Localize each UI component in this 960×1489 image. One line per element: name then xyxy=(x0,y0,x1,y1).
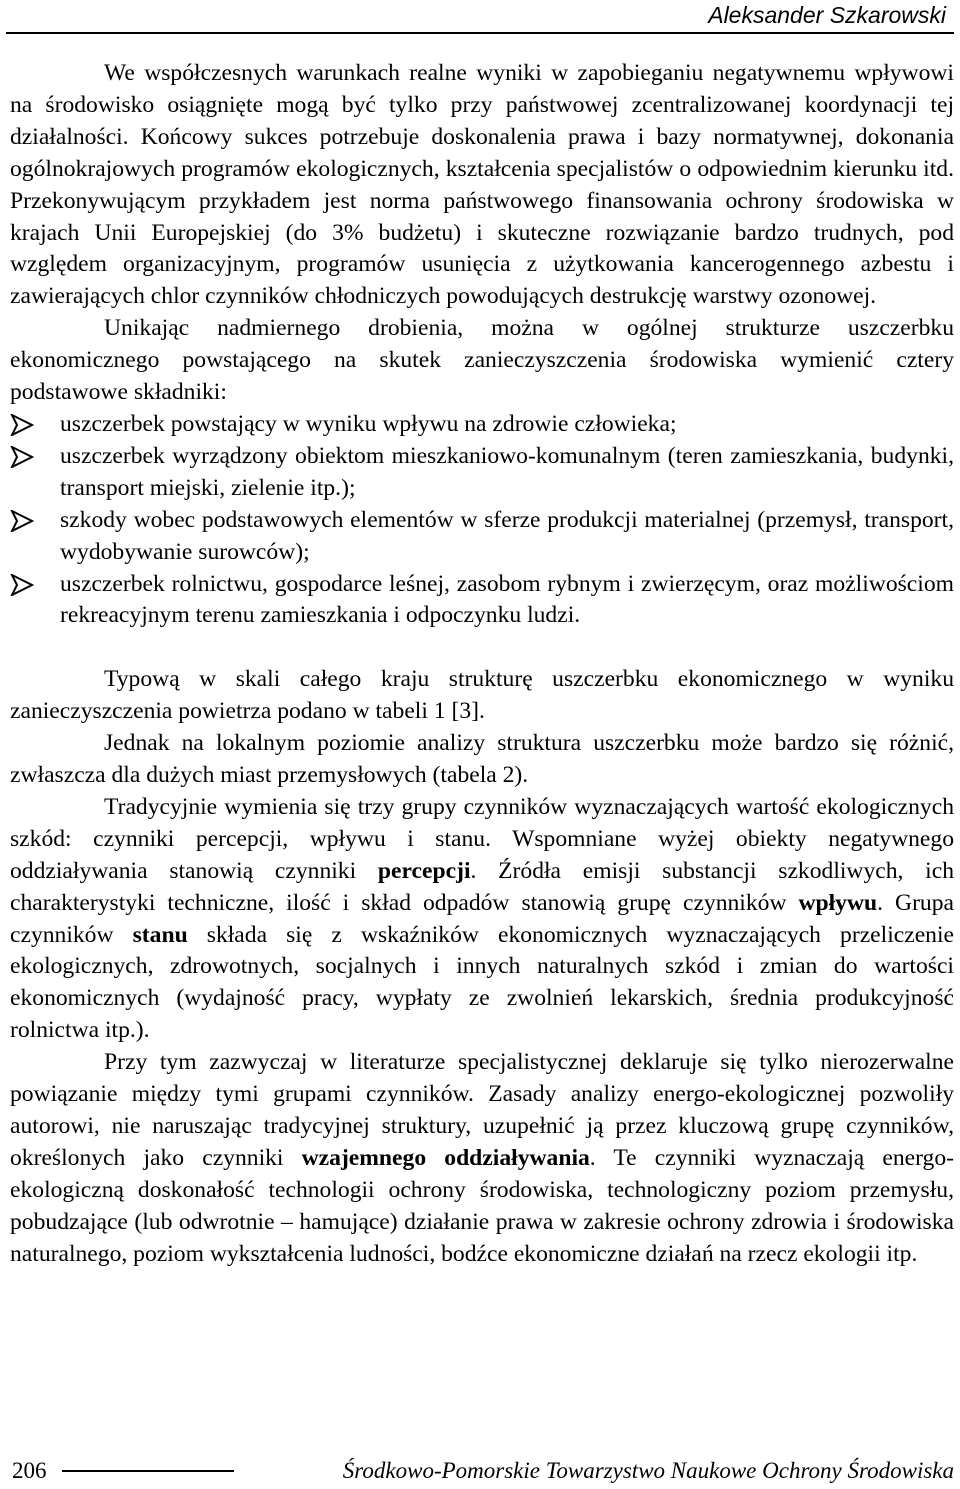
paragraph-5-text-2: . Źródła emisji substancji szkodliwych, ich charakterystyki techniczne, ilość i skład odpadów stanowią grupę czynników xyxy=(10,857,954,916)
arrowhead-bullet-icon xyxy=(10,510,34,532)
list-item xyxy=(10,441,954,505)
journal-name: Środkowo-Pomorskie Towarzystwo Naukowe Ochrony Środowiska xyxy=(342,1458,954,1483)
arrowhead-bullet-icon xyxy=(10,414,34,436)
list-item xyxy=(10,569,954,633)
arrowhead-bullet-icon xyxy=(10,446,34,468)
page-number: 206 xyxy=(12,1458,47,1483)
term-wplywu: wpływu xyxy=(798,889,878,916)
header-rule xyxy=(6,32,954,34)
bullet-text: uszczerbek powstający w wyniku wpływu na zdrowie człowieka; xyxy=(60,410,677,437)
bullet-text: uszczerbek wyrządzony obiektom mieszkaniowo-komunalnym (teren zamieszkania, budynki, transport miejski, zielenie itp.); xyxy=(60,442,954,501)
paragraph-3: Typową w skali całego kraju strukturę uszczerbku ekonomicznego w wyniku zanieczyszczenia powietrza podano w tabeli 1 [3]. xyxy=(10,666,954,725)
paragraph-5-text-4: składa się z wskaźników ekonomicznych wyznaczających przeliczenie ekologicznych, zdrowotnych, socjalnych i innych naturalnych szkód i zmian do wartości ekonomicznych (wydajność pracy, wypłaty ze zwolnień lekarskich, średnia produkcyjność rolnictwa itp.). xyxy=(10,921,955,1044)
list-item xyxy=(10,409,954,441)
paragraph-5-text-1: Tradycyjnie wymienia się trzy grupy czynników wyznaczających wartość ekologicznych szkód: czynniki percepcji, wpływu i stanu. Wspomniane wyżej obiekty negatywnego oddziaływania stanowią czynniki xyxy=(10,793,954,884)
arrowhead-bullet-icon xyxy=(10,574,34,596)
term-stanu: stanu xyxy=(132,921,188,948)
paragraph-5-text-3: . Grupa czynników xyxy=(10,889,954,948)
paragraph-2: Unikając nadmiernego drobienia, można w ogólnej strukturze uszczerbku ekonomicznego powstającego na skutek zanieczyszczenia środowiska wymienić cztery podstawowe składniki: xyxy=(10,315,954,406)
running-header-author: Aleksander Szkarowski xyxy=(708,2,946,28)
bullet-list xyxy=(10,409,954,632)
term-percepcji: percepcji xyxy=(377,857,471,884)
list-item xyxy=(10,505,954,569)
paragraph-1: We współczesnych warunkach realne wyniki w zapobieganiu negatywnemu wpływowi na środowisko osiągnięte mogą być tylko przy państwowej zcentralizowanej koordynacji tej działalności. Końcowy sukces potrzebuje doskonalenia prawa i bazy normatywnej, dokonania ogólnokrajowych programów ekologicznych, kształcenia specjalistów o odpowiednim kierunku itd. Przekonywującym przykładem jest norma państwowego finansowania ochrony środowiska w krajach Unii Europejskiej (do 3% budżetu) i skuteczne rozwiązanie bardzo trudnych, pod względem organizacyjnym, programów usunięcia z użytkowania kancerogennego azbestu i zawierających chlor czynników chłodniczych powodujących destrukcję warstwy ozonowej. xyxy=(10,60,954,310)
paragraph-gap xyxy=(10,632,954,664)
paragraph-6 xyxy=(10,1047,954,1270)
paragraph-5 xyxy=(10,792,954,1047)
term-wzajemnego-oddzialywania: wzajemnego oddziaływania xyxy=(301,1144,590,1171)
footer-rule xyxy=(62,1470,234,1472)
page-footer xyxy=(0,1454,960,1488)
body-text xyxy=(10,58,954,1271)
paragraph-6-text-1: Przy tym zazwyczaj w literaturze specjalistycznej deklaruje się tylko nierozerwalne powiązanie między tymi grupami czynników. Zasady analizy energo-ekologicznej pozwoliły autorowi, nie naruszając tradycyjnej struktury, uzupełnić ją przez kluczową grupę czynników, określonych jako czynniki xyxy=(10,1049,954,1171)
paragraph-6-text-2: . Te czynniki wyznaczają energo-ekologiczną doskonałość technologii ochrony środowiska, technologiczny poziom przemysłu, pobudzające (lub odwrotnie – hamujące) działanie prawa w zakresie ochrony zdrowia i środowiska naturalnego, poziom wykształcenia ludności, bodźce ekonomiczne działań na rzecz ekologii itp. xyxy=(10,1144,954,1267)
bullet-text: szkody wobec podstawowych elementów w sferze produkcji materialnej (przemysł, transport, wydobywanie surowców); xyxy=(60,506,954,565)
paragraph-4: Jednak na lokalnym poziomie analizy struktura uszczerbku może bardzo się różnić, zwłaszcza dla dużych miast przemysłowych (tabela 2). xyxy=(10,730,954,789)
bullet-text: uszczerbek rolnictwu, gospodarce leśnej, zasobom rybnym i zwierzęcym, oraz możliwościom rekreacyjnym terenu zamieszkania i odpoczynku ludzi. xyxy=(60,570,954,629)
